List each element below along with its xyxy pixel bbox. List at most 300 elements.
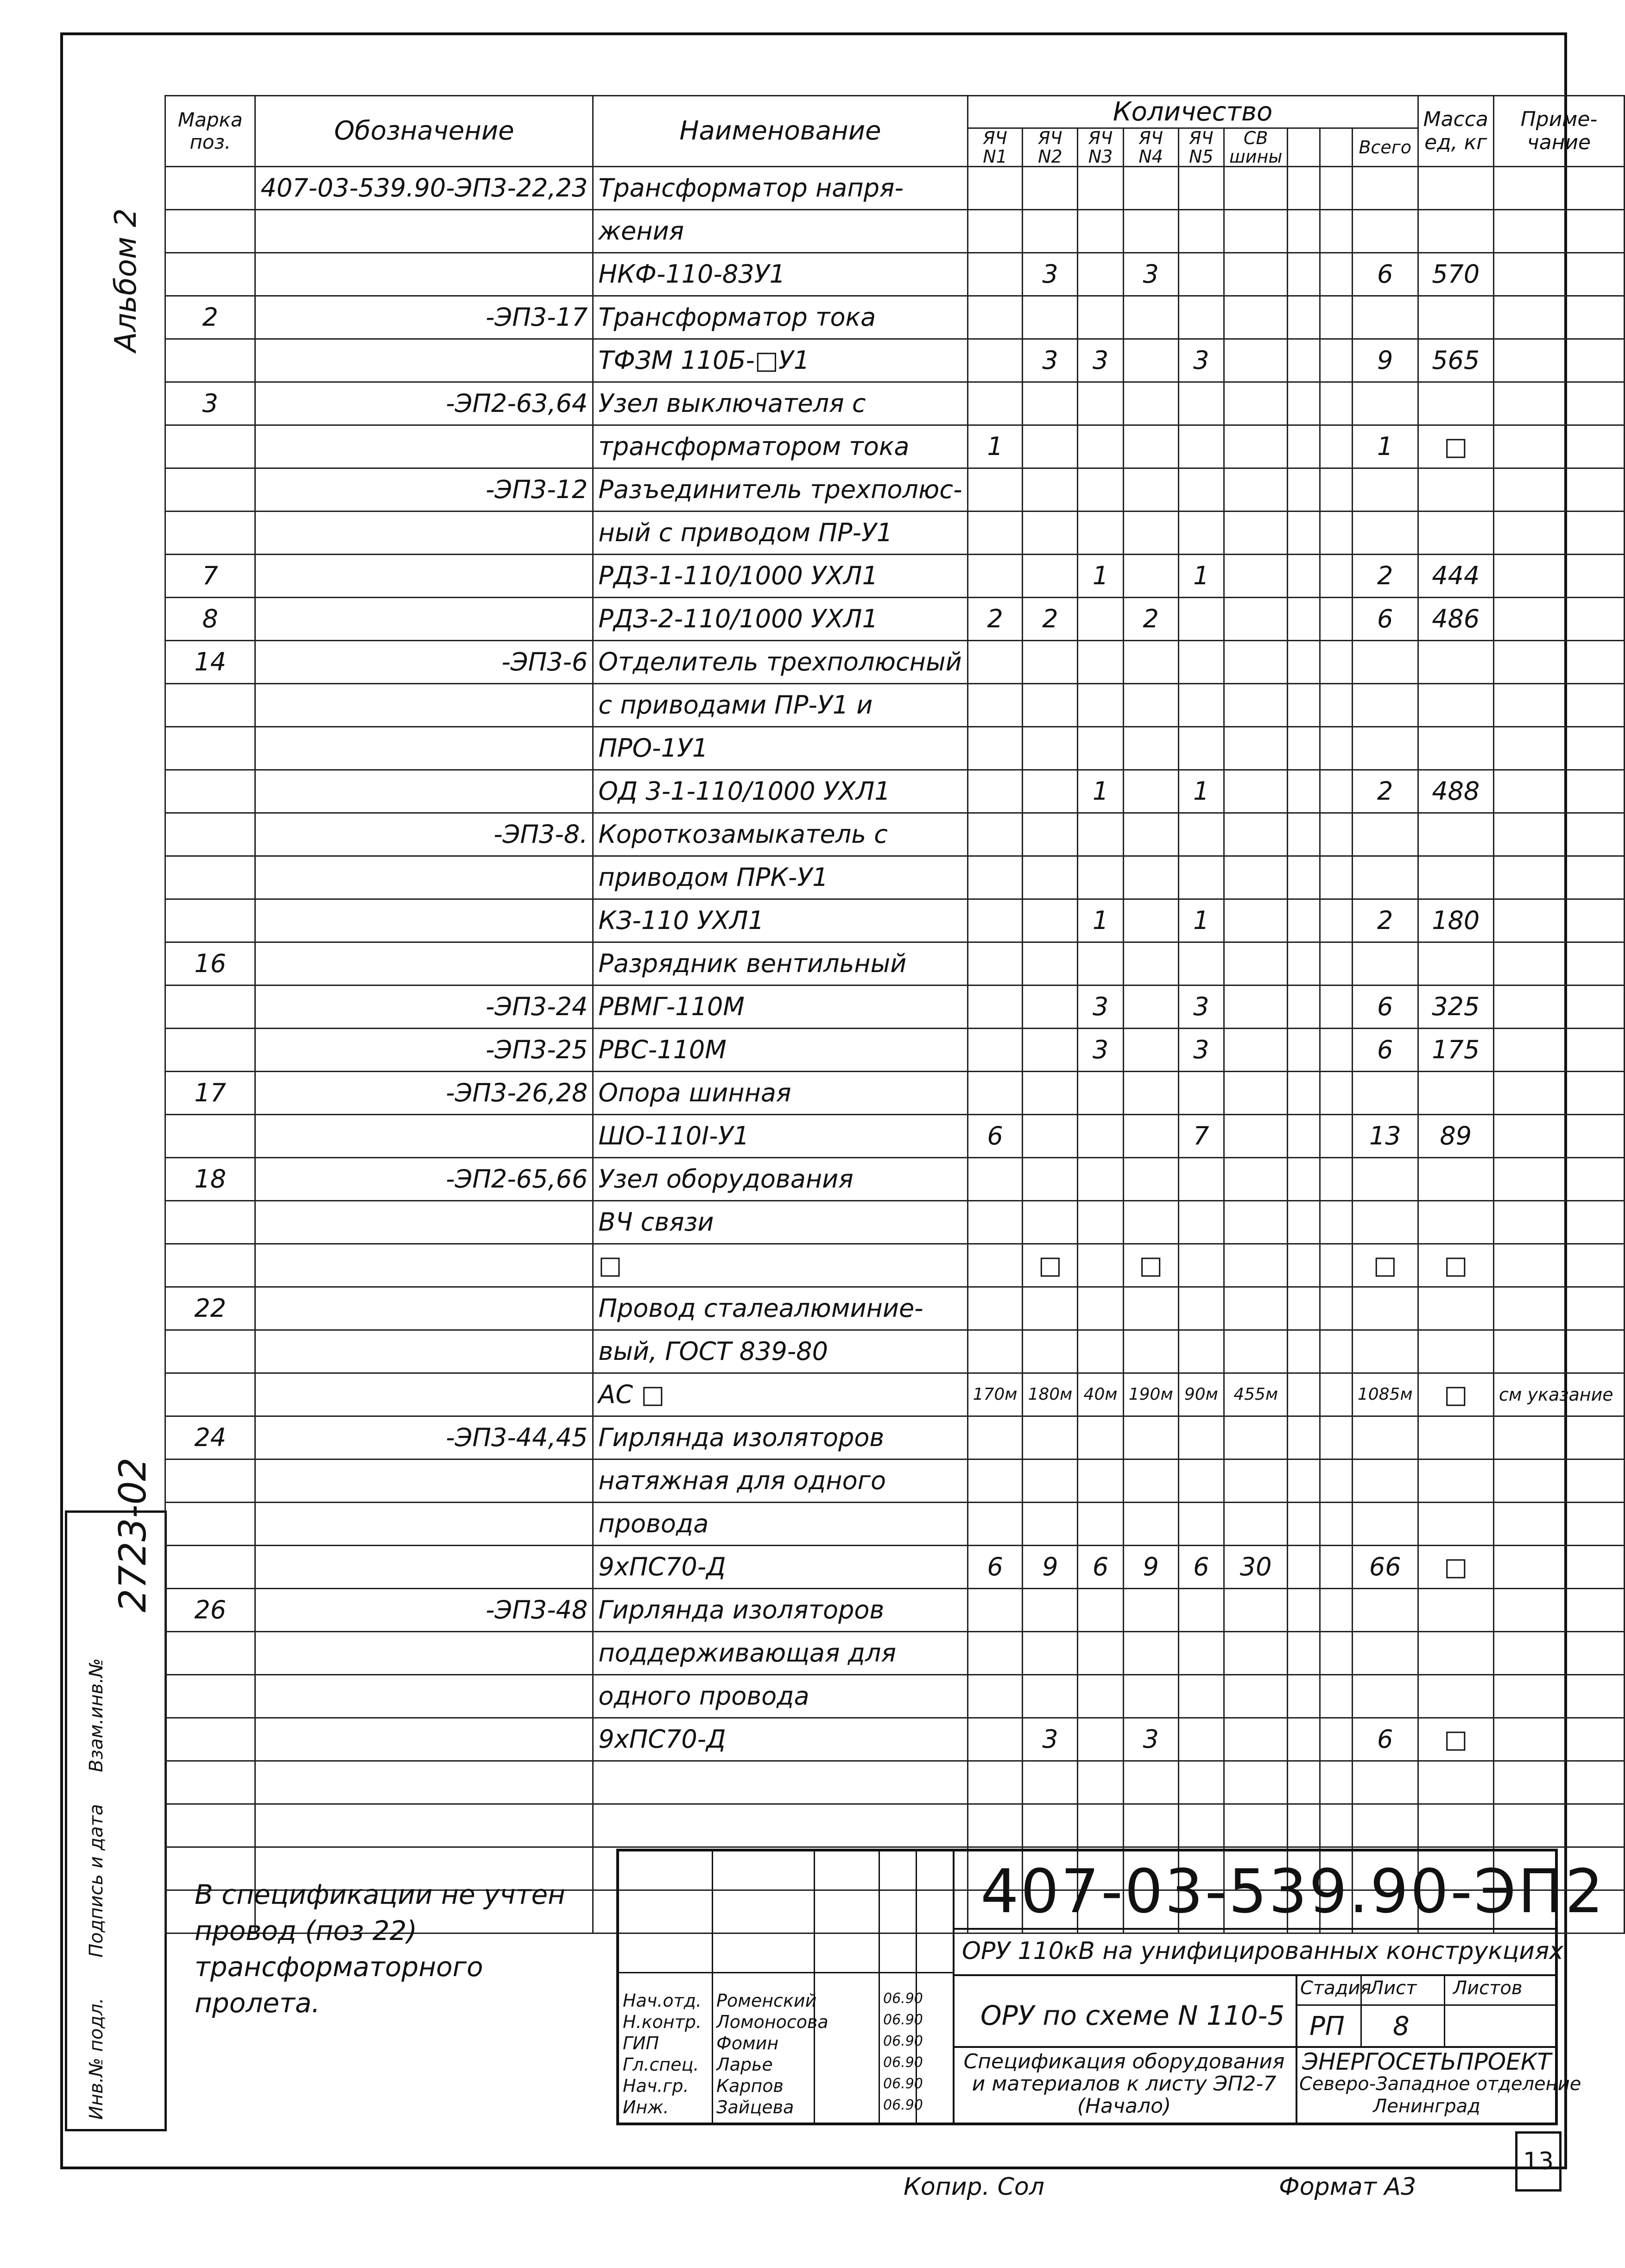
quantity-cell [1320, 468, 1353, 512]
mass-cell [1418, 1330, 1493, 1373]
quantity-cell [1023, 1201, 1078, 1244]
quantity-cell [1224, 1416, 1288, 1459]
quantity-cell [1288, 813, 1320, 856]
designation-cell [255, 1287, 593, 1330]
quantity-cell [1224, 641, 1288, 684]
name-cell: ПРО-1У1 [593, 727, 967, 770]
quantity-cell [1288, 1158, 1320, 1201]
quantity-cell [1288, 425, 1320, 468]
quantity-cell [1224, 1804, 1288, 1847]
quantity-cell [967, 1632, 1023, 1675]
quantity-cell [1288, 1201, 1320, 1244]
name-cell: одного провода [593, 1675, 967, 1718]
mass-cell [1418, 813, 1493, 856]
quantity-cell [1224, 1503, 1288, 1546]
stage-label: Стадия [1300, 1977, 1372, 1999]
quantity-cell [1288, 727, 1320, 770]
mass-cell [1418, 296, 1493, 339]
quantity-cell [1123, 1287, 1178, 1330]
quantity-cell [1224, 1459, 1288, 1503]
mark-cell [165, 1761, 255, 1804]
quantity-cell [1320, 167, 1353, 210]
quantity-cell [1288, 167, 1320, 210]
quantity-cell [1224, 425, 1288, 468]
quantity-cell [1178, 425, 1224, 468]
quantity-cell [1178, 468, 1224, 512]
signer-role: Нач.гр. [623, 2076, 689, 2096]
quantity-cell [967, 1244, 1023, 1287]
designation-cell [255, 210, 593, 253]
designation-cell [255, 1115, 593, 1158]
organization: ЭНЕРГОСЕТЬПРОЕКТ Северо-Западное отделение Ленинград [1299, 2048, 1581, 2117]
quantity-cell [1078, 598, 1123, 641]
quantity-cell [1023, 210, 1078, 253]
mark-cell [165, 512, 255, 555]
quantity-cell [1023, 813, 1078, 856]
table-row [165, 468, 1625, 512]
quantity-cell: 30 [1224, 1546, 1288, 1589]
quantity-cell: 3 [1023, 339, 1078, 382]
designation-cell: -ЭП3-12 [255, 468, 593, 512]
quantity-cell [1123, 210, 1178, 253]
quantity-cell [1224, 1158, 1288, 1201]
header-name: Наименование [593, 96, 967, 167]
note-cell [1493, 1287, 1624, 1330]
designation-cell [255, 1804, 593, 1847]
quantity-cell [1288, 1675, 1320, 1718]
quantity-cell [1320, 899, 1353, 942]
quantity-cell: 2 [1023, 598, 1078, 641]
copied-by: Копир. Сол [904, 2173, 1044, 2201]
quantity-cell: 9 [1123, 1546, 1178, 1589]
mass-cell: 180 [1418, 899, 1493, 942]
header-quantity: Количество [967, 96, 1418, 128]
quantity-cell [1320, 856, 1353, 899]
mark-cell: 18 [165, 1158, 255, 1201]
quantity-cell [1224, 856, 1288, 899]
quantity-cell [1123, 1029, 1178, 1072]
note-cell [1493, 942, 1624, 986]
quantity-cell [967, 1675, 1023, 1718]
mark-cell [165, 899, 255, 942]
mark-cell [165, 339, 255, 382]
quantity-cell [1224, 1330, 1288, 1373]
quantity-cell [1320, 770, 1353, 813]
quantity-cell [1178, 684, 1224, 727]
mark-cell: 24 [165, 1416, 255, 1459]
signer-role: Гл.спец. [623, 2054, 699, 2075]
quantity-cell [1123, 1761, 1178, 1804]
name-cell [593, 1804, 967, 1847]
name-cell: с приводами ПР-У1 и [593, 684, 967, 727]
quantity-cell: 1 [1178, 770, 1224, 813]
quantity-cell [1123, 1072, 1178, 1115]
quantity-cell [1224, 468, 1288, 512]
quantity-cell [1288, 598, 1320, 641]
designation-cell [255, 942, 593, 986]
signer-name: Ломоносова [716, 2012, 828, 2032]
quantity-cell [1288, 1804, 1320, 1847]
quantity-cell [1078, 425, 1123, 468]
quantity-cell [967, 1158, 1023, 1201]
quantity-cell [1023, 1115, 1078, 1158]
scheme-name: ОРУ по схеме N 110-5 [980, 2000, 1285, 2031]
table-row [165, 1416, 1625, 1459]
quantity-cell [1320, 1675, 1353, 1718]
mass-cell [1418, 1072, 1493, 1115]
note-cell [1493, 253, 1624, 296]
quantity-cell [1352, 1330, 1418, 1373]
designation-cell: -ЭП3-25 [255, 1029, 593, 1072]
mark-cell [165, 167, 255, 210]
name-cell: Трансформатор напря- [593, 167, 967, 210]
table-row [165, 425, 1625, 468]
mark-cell: 14 [165, 641, 255, 684]
name-cell: НКФ-110-83У1 [593, 253, 967, 296]
quantity-cell [1288, 296, 1320, 339]
quantity-cell [1023, 856, 1078, 899]
table-row [165, 1459, 1625, 1503]
quantity-cell [1352, 210, 1418, 253]
mass-cell [1418, 1761, 1493, 1804]
quantity-cell [1178, 641, 1224, 684]
quantity-cell [1178, 1718, 1224, 1761]
table-row [165, 1072, 1625, 1115]
quantity-cell [1178, 598, 1224, 641]
name-cell: жения [593, 210, 967, 253]
quantity-cell [1078, 382, 1123, 425]
quantity-cell [1023, 1459, 1078, 1503]
quantity-cell [1078, 1589, 1123, 1632]
note-cell [1493, 1804, 1624, 1847]
mass-cell: □ [1418, 1546, 1493, 1589]
quantity-cell [1078, 1287, 1123, 1330]
name-cell: 9хПС70-Д [593, 1718, 967, 1761]
quantity-cell [1320, 1718, 1353, 1761]
quantity-cell: 2 [967, 598, 1023, 641]
quantity-cell [1078, 856, 1123, 899]
name-cell: Узел выключателя с [593, 382, 967, 425]
note-cell [1493, 425, 1624, 468]
name-cell: трансформатором тока [593, 425, 967, 468]
quantity-cell [1320, 1158, 1353, 1201]
quantity-cell [1224, 1761, 1288, 1804]
quantity-cell: 6 [967, 1546, 1023, 1589]
quantity-cell [967, 1459, 1023, 1503]
quantity-cell [1123, 339, 1178, 382]
signer-name: Карпов [716, 2076, 784, 2096]
quantity-cell: 455м [1224, 1373, 1288, 1416]
note-cell [1493, 1503, 1624, 1546]
quantity-cell [1123, 1632, 1178, 1675]
quantity-cell: 90м [1178, 1373, 1224, 1416]
quantity-cell: □ [1023, 1244, 1078, 1287]
note-cell [1493, 1416, 1624, 1459]
note-cell [1493, 512, 1624, 555]
quantity-cell [1320, 684, 1353, 727]
name-cell: Опора шинная [593, 1072, 967, 1115]
note-cell: см указание [1493, 1373, 1624, 1416]
quantity-cell [1023, 727, 1078, 770]
table-row [165, 641, 1625, 684]
quantity-cell [967, 1761, 1023, 1804]
quantity-cell: 1085м [1352, 1373, 1418, 1416]
signer-role: Инж. [623, 2097, 669, 2117]
quantity-cell [1123, 1675, 1178, 1718]
table-row [165, 512, 1625, 555]
quantity-cell: 9 [1023, 1546, 1078, 1589]
quantity-cell [1178, 1589, 1224, 1632]
document-code: 407-03-539.90-ЭП2 [980, 1856, 1606, 1927]
signer-name: Фомин [716, 2033, 779, 2053]
quantity-cell [967, 986, 1023, 1029]
quantity-cell [1320, 1416, 1353, 1459]
name-cell: Разрядник вентильный [593, 942, 967, 986]
quantity-cell [1023, 468, 1078, 512]
quantity-cell [1123, 167, 1178, 210]
header-mark: Марка поз. [165, 96, 255, 167]
quantity-cell [967, 296, 1023, 339]
quantity-cell [967, 210, 1023, 253]
quantity-cell [1288, 641, 1320, 684]
designation-cell: -ЭП3-6 [255, 641, 593, 684]
quantity-cell: 6 [1078, 1546, 1123, 1589]
mark-cell: 26 [165, 1589, 255, 1632]
signer-role: ГИП [623, 2033, 659, 2053]
note-cell [1493, 813, 1624, 856]
mark-cell [165, 986, 255, 1029]
quantity-cell [967, 813, 1023, 856]
mass-cell: 325 [1418, 986, 1493, 1029]
quantity-cell [1224, 1675, 1288, 1718]
quantity-cell [1288, 1373, 1320, 1416]
mark-cell: 22 [165, 1287, 255, 1330]
quantity-cell [1123, 942, 1178, 986]
table-row [165, 1201, 1625, 1244]
mark-cell [165, 1546, 255, 1589]
name-cell: вый, ГОСТ 839-80 [593, 1330, 967, 1373]
quantity-cell [1352, 1287, 1418, 1330]
quantity-cell [1123, 1158, 1178, 1201]
header-cell-8: Всего [1352, 128, 1418, 167]
quantity-cell [1178, 296, 1224, 339]
quantity-cell [1320, 425, 1353, 468]
table-row [165, 942, 1625, 986]
quantity-cell [1023, 641, 1078, 684]
quantity-cell [1123, 727, 1178, 770]
quantity-cell [1320, 512, 1353, 555]
designation-cell [255, 1718, 593, 1761]
note-cell [1493, 598, 1624, 641]
note-cell [1493, 1244, 1624, 1287]
quantity-cell [1320, 253, 1353, 296]
mark-cell [165, 1675, 255, 1718]
name-cell: Провод сталеалюминие- [593, 1287, 967, 1330]
quantity-cell [967, 1416, 1023, 1459]
quantity-cell [1320, 1804, 1353, 1847]
quantity-cell [1288, 468, 1320, 512]
quantity-cell: 2 [1352, 770, 1418, 813]
quantity-cell [1352, 1072, 1418, 1115]
designation-cell [255, 1244, 593, 1287]
quantity-cell [967, 1330, 1023, 1373]
mass-cell [1418, 167, 1493, 210]
mark-cell [165, 1459, 255, 1503]
quantity-cell [967, 382, 1023, 425]
quantity-cell [1224, 382, 1288, 425]
specification-note: В спецификации не учтен провод (поз 22) трансформаторного пролета. [195, 1879, 566, 2019]
quantity-cell [967, 339, 1023, 382]
note-cell [1493, 210, 1624, 253]
name-cell: РДЗ-2-110/1000 УХЛ1 [593, 598, 967, 641]
quantity-cell [1352, 813, 1418, 856]
table-row [165, 899, 1625, 942]
mass-cell [1418, 1675, 1493, 1718]
quantity-cell [1178, 727, 1224, 770]
designation-cell [255, 512, 593, 555]
quantity-cell [1123, 512, 1178, 555]
table-row [165, 1330, 1625, 1373]
quantity-cell [1078, 684, 1123, 727]
quantity-cell [1078, 1158, 1123, 1201]
quantity-cell [1023, 296, 1078, 339]
quantity-cell [1320, 1072, 1353, 1115]
designation-cell [255, 1503, 593, 1546]
name-cell: Отделитель трехполюсный [593, 641, 967, 684]
note-cell [1493, 1201, 1624, 1244]
stamp-replace: Взам.инв.№ [86, 1658, 107, 1772]
name-cell: КЗ-110 УХЛ1 [593, 899, 967, 942]
mark-cell [165, 210, 255, 253]
quantity-cell [1224, 598, 1288, 641]
mass-cell [1418, 684, 1493, 727]
quantity-cell [1078, 813, 1123, 856]
quantity-cell [1078, 641, 1123, 684]
table-row [165, 1589, 1625, 1632]
note-cell [1493, 856, 1624, 899]
stamp-column [65, 1510, 167, 2131]
mark-cell [165, 1029, 255, 1072]
quantity-cell [1078, 253, 1123, 296]
quantity-cell [1078, 1115, 1123, 1158]
quantity-cell [1078, 727, 1123, 770]
quantity-cell [1288, 1287, 1320, 1330]
table-row [165, 770, 1625, 813]
quantity-cell [1320, 1459, 1353, 1503]
quantity-cell [1178, 253, 1224, 296]
quantity-cell [1224, 942, 1288, 986]
quantity-cell [1352, 1804, 1418, 1847]
designation-cell [255, 684, 593, 727]
quantity-cell [967, 512, 1023, 555]
quantity-cell [1352, 167, 1418, 210]
note-cell [1493, 770, 1624, 813]
quantity-cell [1224, 684, 1288, 727]
quantity-cell [1123, 684, 1178, 727]
header-cell-5: СВ шины [1224, 128, 1288, 167]
quantity-cell [967, 1718, 1023, 1761]
quantity-cell [1320, 1373, 1353, 1416]
signer-date: 06.90 [883, 2076, 923, 2092]
mark-cell [165, 813, 255, 856]
table-row [165, 555, 1625, 598]
quantity-cell [1023, 1632, 1078, 1675]
note-cell [1493, 986, 1624, 1029]
quantity-cell: 1 [1352, 425, 1418, 468]
quantity-cell [1178, 1761, 1224, 1804]
quantity-cell [1078, 1503, 1123, 1546]
quantity-cell [1178, 1459, 1224, 1503]
quantity-cell [1352, 382, 1418, 425]
mark-cell [165, 1632, 255, 1675]
designation-cell [255, 856, 593, 899]
quantity-cell [1288, 1416, 1320, 1459]
mass-cell [1418, 1201, 1493, 1244]
quantity-cell [1178, 1072, 1224, 1115]
mass-cell [1418, 1632, 1493, 1675]
quantity-cell [1178, 1632, 1224, 1675]
quantity-cell [1320, 1589, 1353, 1632]
quantity-cell [1123, 770, 1178, 813]
table-row [165, 1804, 1625, 1847]
title-block [616, 1849, 1606, 2125]
format-label: Формат А3 [1279, 2173, 1416, 2201]
quantity-cell: 6 [1352, 1718, 1418, 1761]
quantity-cell [967, 899, 1023, 942]
quantity-cell [1320, 555, 1353, 598]
mass-cell: □ [1418, 1373, 1493, 1416]
signer-date: 06.90 [883, 2033, 923, 2049]
name-cell: провода [593, 1503, 967, 1546]
quantity-cell [1023, 1158, 1078, 1201]
mark-cell [165, 1503, 255, 1546]
mass-cell [1418, 1459, 1493, 1503]
quantity-cell [967, 1072, 1023, 1115]
header-mass: Масса ед, кг [1418, 96, 1493, 167]
album-label: Альбом 2 [109, 208, 143, 352]
quantity-cell [1023, 770, 1078, 813]
mark-cell: 3 [165, 382, 255, 425]
mark-cell [165, 1201, 255, 1244]
quantity-cell: 6 [1352, 598, 1418, 641]
mass-cell [1418, 942, 1493, 986]
quantity-cell [1178, 1675, 1224, 1718]
quantity-cell [967, 555, 1023, 598]
quantity-cell [1224, 1589, 1288, 1632]
designation-cell: -ЭП2-65,66 [255, 1158, 593, 1201]
quantity-cell: 1 [1078, 555, 1123, 598]
name-cell: ОД 3-1-110/1000 УХЛ1 [593, 770, 967, 813]
note-cell [1493, 1718, 1624, 1761]
quantity-cell [967, 1287, 1023, 1330]
quantity-cell [1224, 986, 1288, 1029]
page-number: 13 [1515, 2131, 1562, 2192]
quantity-cell [1352, 1416, 1418, 1459]
name-cell [593, 1761, 967, 1804]
quantity-cell [967, 1201, 1023, 1244]
quantity-cell [1320, 1546, 1353, 1589]
quantity-cell [1078, 1632, 1123, 1675]
quantity-cell: 1 [1178, 555, 1224, 598]
table-row [165, 1287, 1625, 1330]
name-cell: РДЗ-1-110/1000 УХЛ1 [593, 555, 967, 598]
note-cell [1493, 1589, 1624, 1632]
note-cell [1493, 1675, 1624, 1718]
quantity-cell [1224, 1718, 1288, 1761]
quantity-cell [1288, 899, 1320, 942]
name-cell: Гирлянда изоляторов [593, 1416, 967, 1459]
table-row [165, 210, 1625, 253]
